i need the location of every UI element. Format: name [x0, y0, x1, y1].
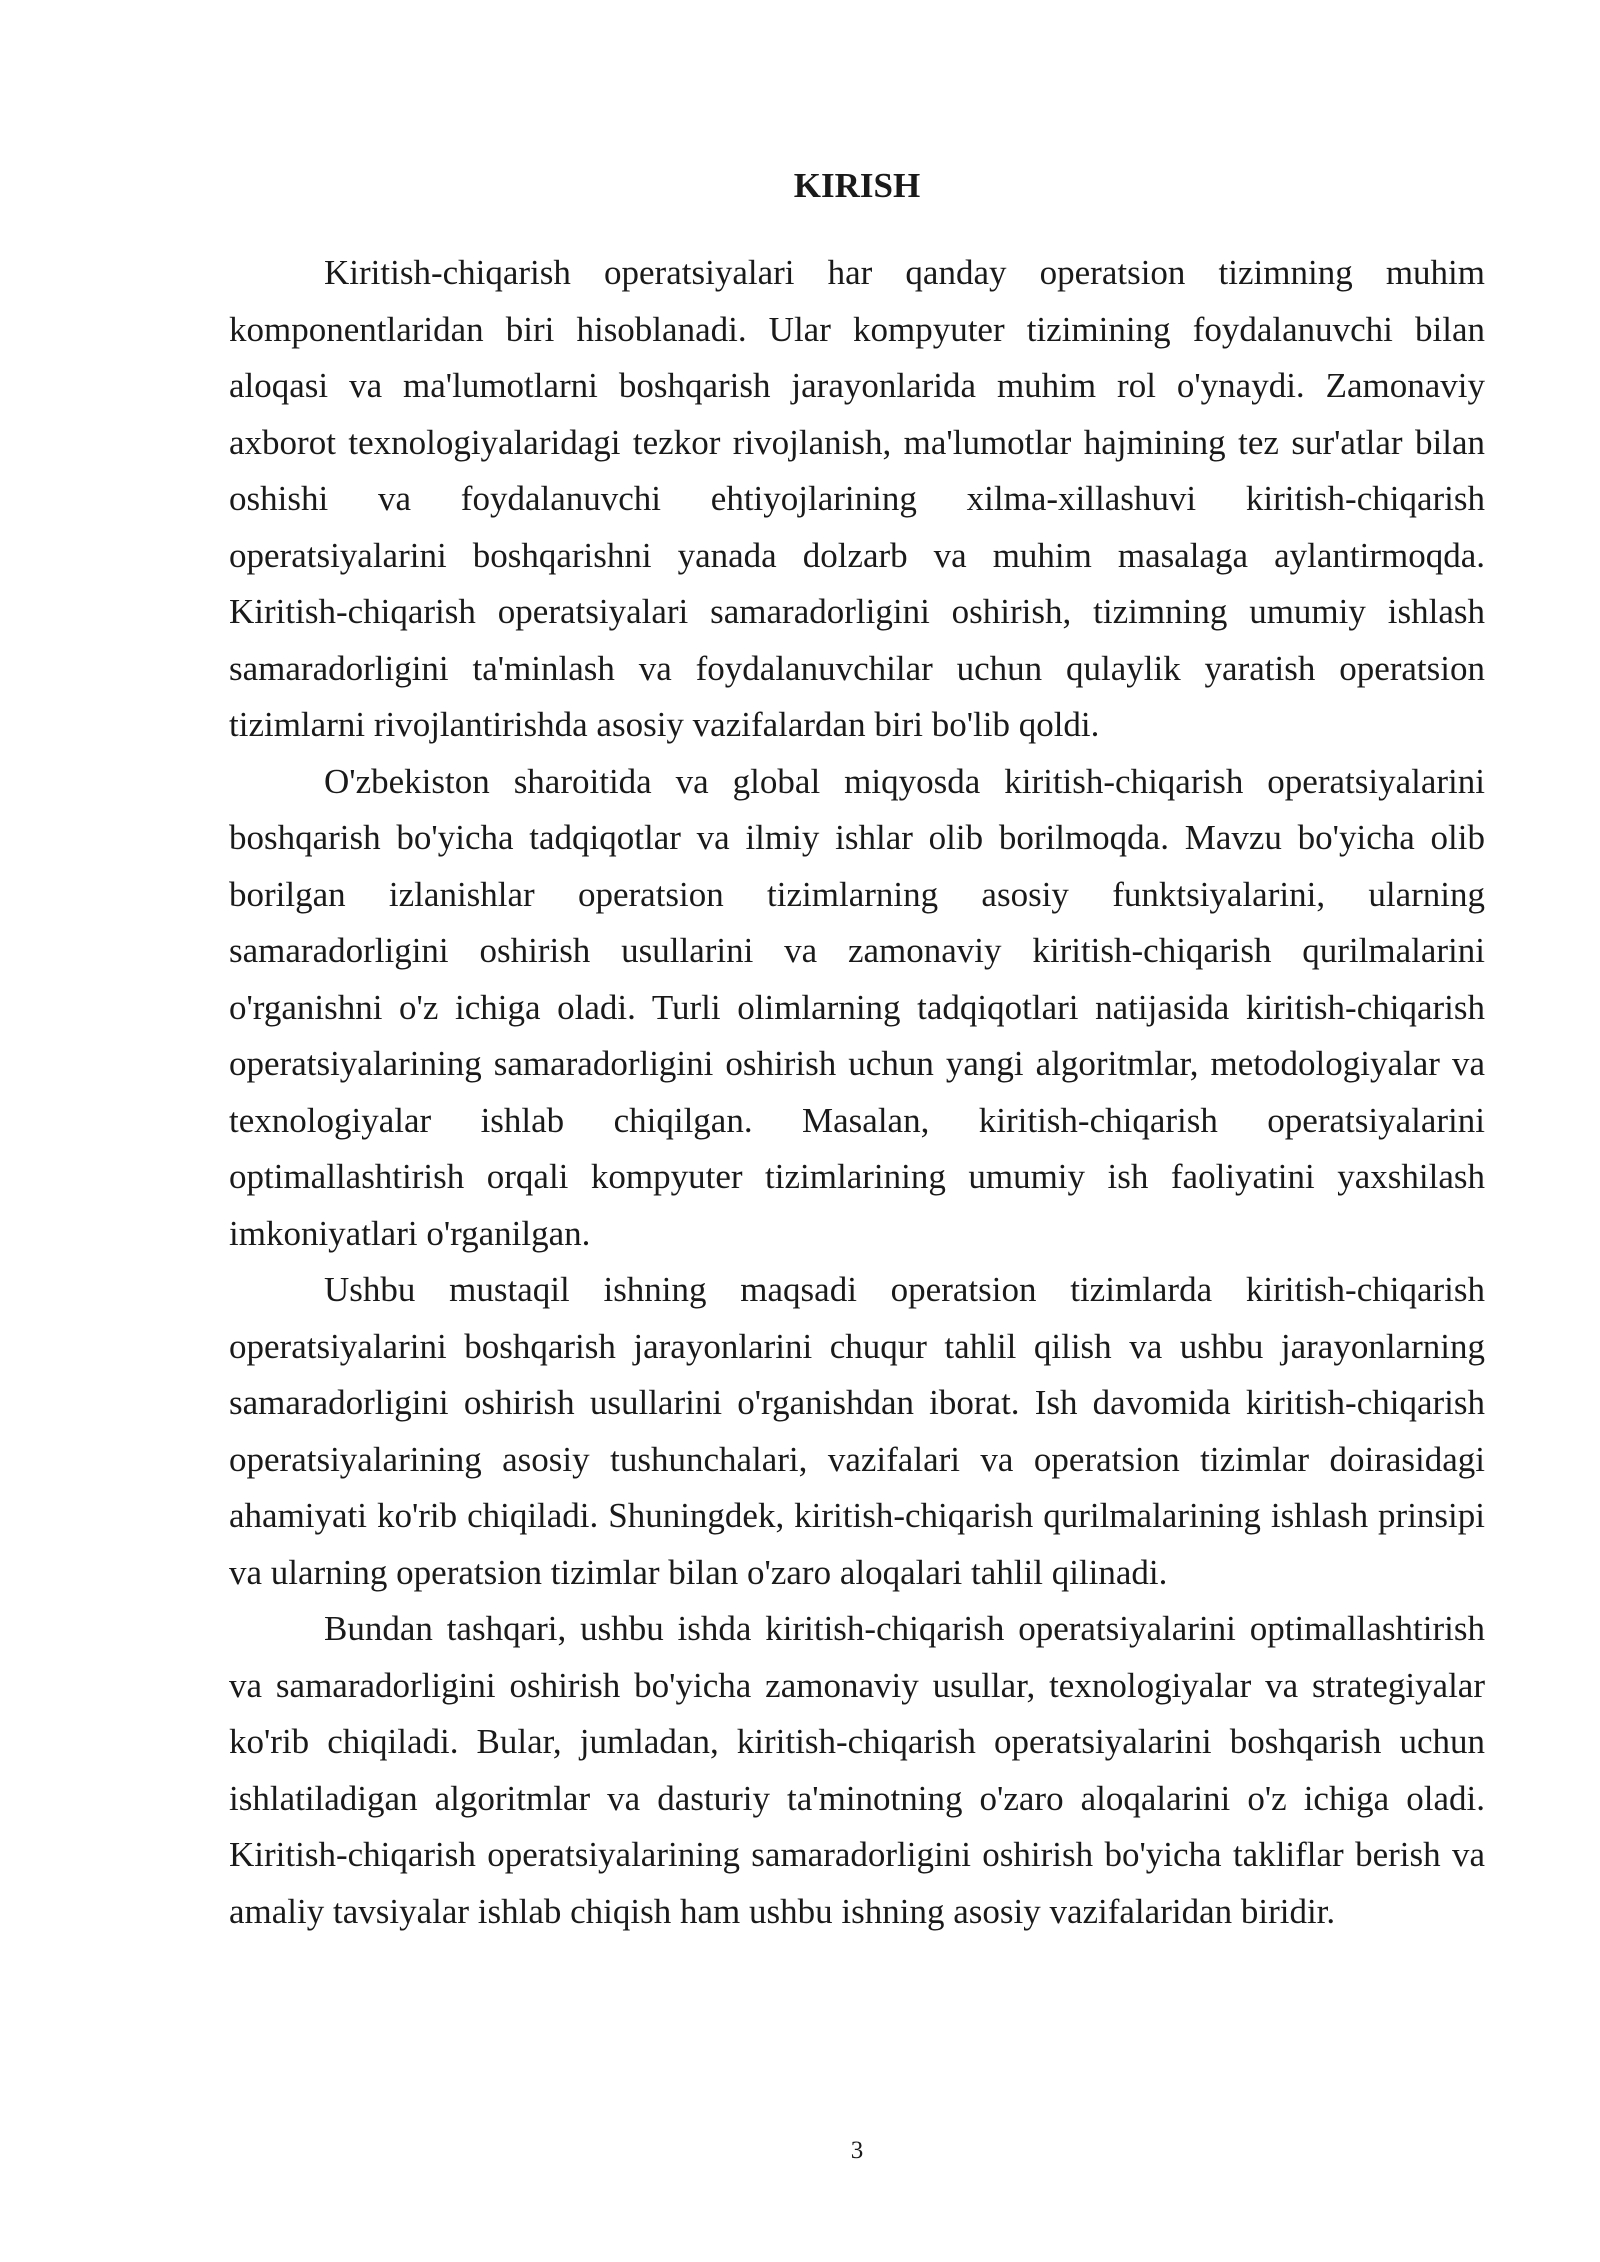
paragraph-1: Kiritish-chiqarish operatsiyalari har qanday operatsion tizimning muhim komponentlaridan biri hisoblanadi. Ular kompyuter tizimining foydalanuvchi bilan aloqasi va ma'lumotlarni boshqarish jarayonlarida muhim rol o'ynaydi. Zamonaviy axborot texnologiyalaridagi tezkor rivojlanish, ma'lumotlar hajmining tez sur'atlar bilan oshishi va foydalanuvchi ehtiyojlarining xilma-xillashuvi kiritish-chiqarish operatsiyalarini boshqarishni yanada dolzarb va muhim masalaga aylantirmoqda. Kiritish-chiqarish operatsiyalari samaradorligini oshirish, tizimning umumiy ishlash samaradorligini ta'minlash va foydalanuvchilar uchun qulaylik yaratish operatsion tizimlarni rivojlantirishda asosiy vazifalardan biri bo'lib qoldi. [229, 253, 1485, 744]
page-number: 3 [850, 2137, 864, 2164]
paragraph-2: O'zbekiston sharoitida va global miqyosda kiritish-chiqarish operatsiyalarini boshqarish bo'yicha tadqiqotlar va ilmiy ishlar olib borilmoqda. Mavzu bo'yicha olib borilgan izlanishlar operatsion tizimlarning asosiy funktsiyalarini, ularning samaradorligini oshirish usullarini va zamonaviy kiritish-chiqarish qurilmalarini o'rganishni o'z ichiga oladi. Turli olimlarning tadqiqotlari natijasida kiritish-chiqarish operatsiyalarining samaradorligini oshirish uchun yangi algoritmlar, metodologiyalar va texnologiyalar ishlab chiqilgan. Masalan, kiritish-chiqarish operatsiyalarini optimallashtirish orqali kompyuter tizimlarining umumiy ish faoliyatini yaxshilash imkoniyatlari o'rganilgan. [229, 761, 1485, 1253]
paragraph-3: Ushbu mustaqil ishning maqsadi operatsion tizimlarda kiritish-chiqarish operatsiyalarini boshqarish jarayonlarini chuqur tahlil qilish va ushbu jarayonlarning samaradorligini oshirish usullarini o'rganishdan iborat. Ish davomida kiritish-chiqarish operatsiyalarining asosiy tushunchalari, vazifalari va operatsion tizimlar doirasidagi ahamiyati ko'rib chiqiladi. Shuningdek, kiritish-chiqarish qurilmalarining ishlash prinsipi va ularning operatsion tizimlar bilan o'zaro aloqalari tahlil qilinadi. [229, 1270, 1485, 1592]
paragraph-4: Bundan tashqari, ushbu ishda kiritish-chiqarish operatsiyalarini optimallashtirish va samaradorligini oshirish bo'yicha zamonaviy usullar, texnologiyalar va strategiyalar ko'rib chiqiladi. Bular, jumladan, kiritish-chiqarish operatsiyalarini boshqarish uchun ishlatiladigan algoritmlar va dasturiy ta'minotning o'zaro aloqalarini o'z ichiga oladi. Kiritish-chiqarish operatsiyalarining samaradorligini oshirish bo'yicha takliflar berish va amaliy tavsiyalar ishlab chiqish ham ushbu ishning asosiy vazifalaridan biridir. [229, 1609, 1485, 1931]
body-text [229, 245, 1485, 1940]
section-heading: KIRISH [793, 166, 921, 205]
